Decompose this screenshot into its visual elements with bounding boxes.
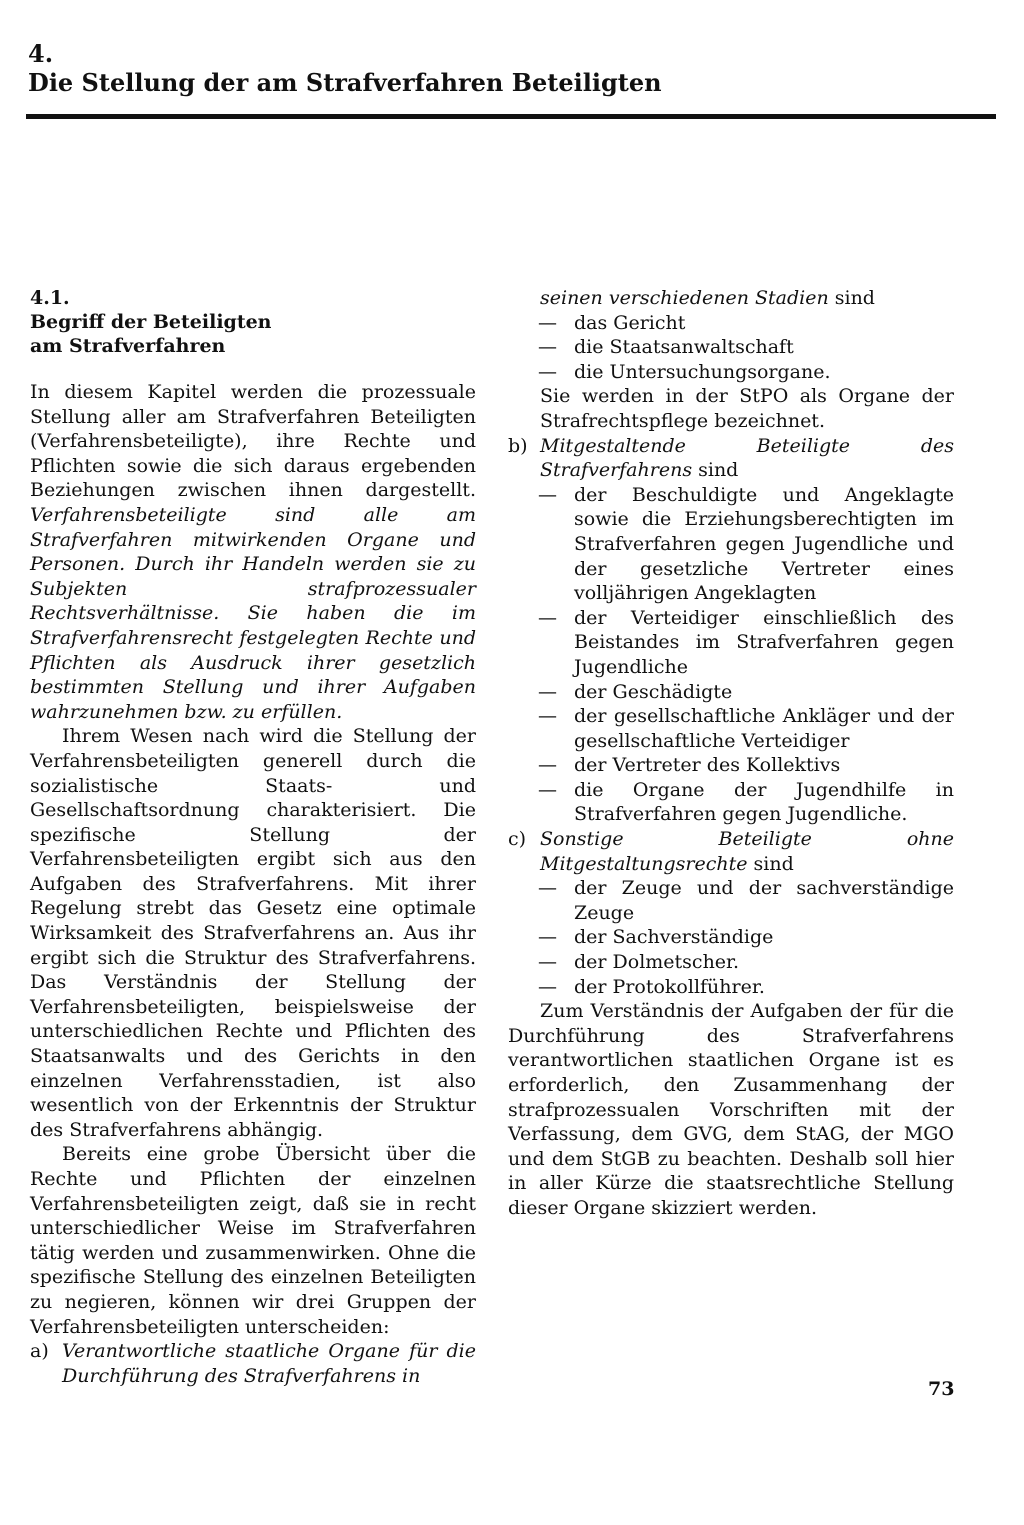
- group-c: [508, 827, 954, 876]
- paragraph-essence: Ihrem Wesen nach wird die Stellung der Verfahrensbeteiligten generell durch die sozialistische Staats- und Gesellschaftsordnung charakterisiert. Die spezifische Stellung der Verfahrensbeteiligten ergibt sich aus den Aufgaben des Strafverfahrens. Mit ihrer Regelung strebt das Gesetz eine optimale Wirksamkeit des Strafverfahrens an. Aus ihr ergibt sich die Struktur des Strafverfahrens. Das Verständnis der Stellung der Verfahrensbeteiligten, beispielsweise der unterschiedlichen Rechte und Pflichten des Staatsanwalts und des Gerichts in den einzelnen Verfahrensstadien, ist also wesentlich von der Erkenntnis der Struktur des Strafverfahrens abhängig.: [30, 725, 476, 1141]
- list-item: [508, 704, 954, 753]
- dash-mark: —: [538, 311, 557, 334]
- paragraph-conclusion: Zum Verständnis der Aufgaben der für die Durchführung des Strafverfahrens verantwortlichen staatlichen Organe ist es erforderlich, den Zusammenhang der strafprozessualen Vorschriften mit der Verfassung, dem GVG, dem StAG, der MGO und dem StGB zu beachten. Deshalb soll hier in aller Kürze die staatsrechtliche Stellung dieser Organe skizziert werden.: [508, 1000, 954, 1219]
- list-item-text: der Zeuge und der sachverständige Zeuge: [574, 877, 954, 924]
- group-a: [30, 1339, 476, 1388]
- dash-mark: —: [538, 975, 557, 998]
- list-item-text: das Gericht: [574, 311, 686, 334]
- right-column: [508, 286, 954, 1221]
- dash-mark: —: [538, 877, 557, 900]
- page-number: 73: [928, 1378, 955, 1400]
- list-item-text: der Beschuldigte und Angeklagte sowie die Erziehungsberechtigten im Strafverfahren gegen Jugendliche und der gesetzliche Vertreter eines volljährigen Angeklagten: [574, 483, 954, 605]
- list-item: [508, 876, 954, 925]
- group-c-heading: [540, 827, 954, 876]
- list-item: [508, 950, 954, 975]
- chapter-number: 4.: [28, 39, 54, 68]
- group-a-title: Verantwortliche staatliche Organe für die Durchführung des Strafverfahrens in: [62, 1340, 476, 1387]
- dash-mark: —: [538, 336, 557, 359]
- group-b-title: Mitgestaltende Beteiligte des Strafverfahrens: [540, 434, 954, 482]
- list-item: [508, 606, 954, 680]
- list-item: [508, 483, 954, 606]
- section-number: 4.1.: [30, 287, 70, 309]
- group-c-tail: sind: [747, 852, 794, 875]
- dash-mark: —: [538, 778, 557, 801]
- list-item: [508, 975, 954, 1000]
- dash-mark: —: [538, 951, 557, 974]
- list-item: [508, 360, 954, 385]
- dash-mark: —: [538, 926, 557, 949]
- group-a-title-cont: seinen verschiedenen Stadien: [540, 287, 829, 309]
- group-a-note: Sie werden in der StPO als Organe der Strafrechtspflege bezeichnet.: [540, 385, 954, 432]
- list-item-text: die Staatsanwaltschaft: [574, 336, 794, 359]
- list-item-text: die Untersuchungsorgane.: [574, 360, 831, 383]
- group-b: [508, 434, 954, 483]
- dash-mark: —: [538, 680, 557, 703]
- list-item-text: der Dolmetscher.: [574, 951, 740, 974]
- dash-mark: —: [538, 483, 557, 506]
- section-title: Begriff der Beteiligten am Strafverfahren: [30, 311, 272, 357]
- list-item-text: der Sachverständige: [574, 926, 774, 949]
- list-item: [508, 335, 954, 360]
- intro-definition: Verfahrensbeteiligte sind alle am Strafverfahren mitwirkenden Organe und Personen. Durch ihr Handeln werden sie zu Subjekten strafprozessualer Rechtsverhältnisse. Sie haben die im Strafverfahrensrecht festgelegten Rechte und Pflichten als Ausdruck ihrer gesetzlich bestimmten Stellung und ihrer Aufgaben wahrzunehmen bzw. zu erfüllen.: [30, 503, 476, 723]
- group-b-heading: [540, 434, 954, 483]
- list-item-text: die Organe der Jugendhilfe in Strafverfahren gegen Jugendliche.: [574, 778, 954, 826]
- list-item-text: der Protokollführer.: [574, 975, 765, 998]
- dash-mark: —: [538, 360, 557, 383]
- group-a-tail: sind: [828, 287, 875, 309]
- dash-mark: —: [538, 705, 557, 728]
- list-item: [508, 680, 954, 705]
- left-column: [30, 286, 476, 1388]
- heading-rule: [26, 114, 996, 119]
- list-item-text: der gesellschaftliche Ankläger und der gesellschaftliche Verteidiger: [574, 705, 954, 752]
- group-b-label: b): [508, 434, 528, 457]
- paragraph-groups: Bereits eine grobe Übersicht über die Rechte und Pflichten der einzelnen Verfahrensbeteiligten zeigt, daß sie in recht unterschiedlicher Weise im Strafverfahren tätig werden und zusammenwirken. Ohne die spezifische Stellung des einzelnen Beteiligten zu negieren, können wir drei Gruppen der Verfahrensbeteiligten unterscheiden:: [30, 1143, 476, 1338]
- group-b-list: [508, 483, 954, 827]
- list-item: [508, 311, 954, 336]
- dash-mark: —: [538, 606, 557, 629]
- group-c-label: c): [508, 828, 527, 851]
- paragraph-intro: [30, 380, 476, 724]
- list-item-text: der Vertreter des Kollektivs: [574, 754, 841, 777]
- dash-mark: —: [538, 754, 557, 777]
- group-a-continuation: [508, 286, 954, 311]
- chapter-title: Die Stellung der am Strafverfahren Beteiligten: [28, 68, 662, 97]
- group-a-list: [508, 311, 954, 385]
- list-item-text: der Verteidiger einschließlich des Beistandes im Strafverfahren gegen Jugendliche: [574, 606, 954, 678]
- list-item: [508, 753, 954, 778]
- list-item: [508, 925, 954, 950]
- chapter-heading: [28, 40, 988, 98]
- list-item-text: der Geschädigte: [574, 680, 733, 703]
- group-a-label: a): [30, 1340, 49, 1363]
- group-c-list: [508, 876, 954, 999]
- list-item: [508, 778, 954, 827]
- group-b-tail: sind: [692, 459, 739, 482]
- intro-text: In diesem Kapitel werden die prozessuale Stellung aller am Strafverfahren Beteiligten (Verfahrensbeteiligte), ihre Rechte und Pflichten sowie die sich daraus ergebenden Beziehungen zwischen ihnen dargestellt.: [30, 381, 476, 502]
- group-c-title: Sonstige Beteiligte ohne Mitgestaltungsrechte: [540, 828, 954, 875]
